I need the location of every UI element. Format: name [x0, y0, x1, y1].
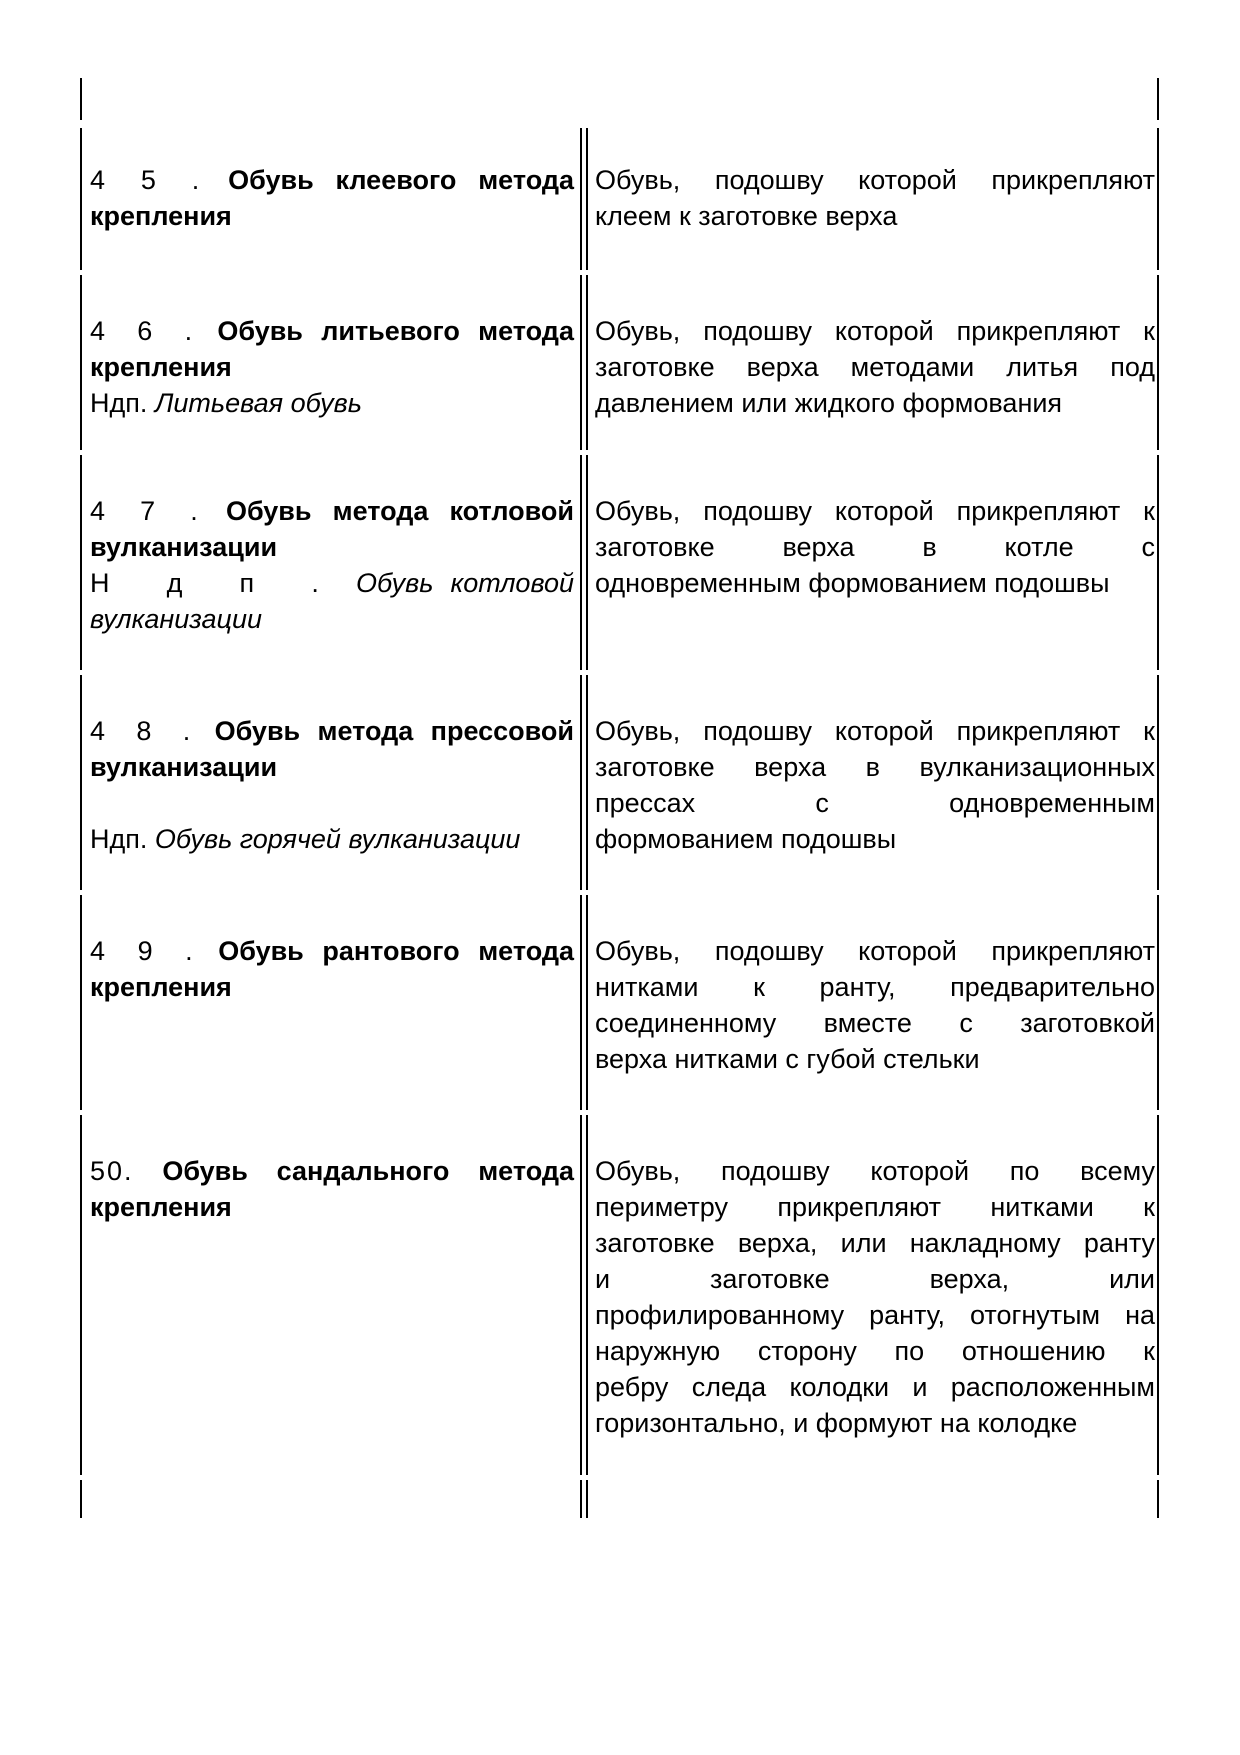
definition-line: профилированному ранту, отогнутым на — [595, 1300, 1155, 1330]
term-cell-50 — [90, 1153, 574, 1225]
term-number: 50. — [90, 1156, 134, 1186]
term-cell-48 — [90, 713, 574, 857]
term-name-continued: крепления — [90, 352, 232, 382]
definition-line: наружную сторону по отношению к — [595, 1336, 1155, 1366]
definition-line: заготовке верха, или накладному ранту — [595, 1228, 1155, 1258]
definition-cell-49 — [595, 933, 1155, 1077]
definition-line: Обувь, подошву которой прикрепляют к — [595, 716, 1155, 746]
term-name: Обувь метода котловой — [225, 496, 574, 526]
left-border — [80, 455, 82, 670]
middle-border-b — [586, 1115, 588, 1475]
term-name-continued: крепления — [90, 972, 232, 1002]
term-name: Обувь сандального метода — [162, 1156, 574, 1186]
definition-line: соединенному вместе с заготовкой — [595, 1008, 1155, 1038]
definition-line: ребру следа колодки и расположенным — [595, 1372, 1155, 1402]
term-name: Обувь метода прессовой — [214, 716, 574, 746]
definition-line: одновременным формованием подошвы — [595, 568, 1110, 598]
definition-line: и заготовке верха, или — [595, 1264, 1155, 1294]
right-border — [1157, 275, 1159, 450]
left-border — [80, 1480, 82, 1518]
middle-border-a — [580, 675, 582, 890]
definition-line: Обувь, подошву которой прикрепляют к — [595, 496, 1155, 526]
synonym-label: Ндп. — [90, 388, 148, 418]
definition-line: Обувь, подошву которой прикрепляют к — [595, 316, 1155, 346]
middle-border-a — [580, 275, 582, 450]
middle-border-b — [586, 455, 588, 670]
middle-border-a — [580, 895, 582, 1110]
definition-line: верха нитками с губой стельки — [595, 1044, 980, 1074]
definition-line: Обувь, подошву которой по всему — [595, 1156, 1155, 1186]
term-cell-47 — [90, 493, 574, 637]
definition-line: формованием подошвы — [595, 824, 897, 854]
synonym-term: Литьевая обувь — [154, 388, 362, 418]
definition-cell-48 — [595, 713, 1155, 857]
middle-border-b — [586, 895, 588, 1110]
right-border — [1157, 1115, 1159, 1475]
term-name-continued: крепления — [90, 201, 232, 231]
left-border — [80, 675, 82, 890]
definition-line: Обувь, подошву которой прикрепляют — [595, 936, 1155, 966]
term-number: 4 7 . — [90, 496, 205, 526]
definition-line: Обувь, подошву которой прикрепляют — [595, 165, 1155, 195]
right-border — [1157, 1480, 1159, 1518]
right-border — [1157, 455, 1159, 670]
left-border — [80, 895, 82, 1110]
term-name-continued: вулканизации — [90, 532, 278, 562]
definition-line: клеем к заготовке верха — [595, 201, 898, 231]
term-name: Обувь литьевого метода — [217, 316, 574, 346]
definition-line: заготовке верха в вулканизационных — [595, 752, 1155, 782]
middle-border-b — [586, 275, 588, 450]
term-name-continued: крепления — [90, 1192, 232, 1222]
middle-border-a — [580, 455, 582, 670]
middle-border-a — [580, 128, 582, 270]
definition-line: прессах с одновременным — [595, 788, 1155, 818]
term-number: 4 8 . — [90, 716, 198, 746]
definition-line: горизонтально, и формуют на колодке — [595, 1408, 1078, 1438]
definition-line: заготовке верха методами литья под — [595, 352, 1155, 382]
term-cell-45 — [90, 162, 574, 234]
definition-line: заготовке верха в котле с — [595, 532, 1155, 562]
synonym-label: Н д п . — [90, 568, 339, 598]
left-border — [80, 1115, 82, 1475]
left-border-segment — [80, 78, 82, 120]
synonym-term-continued: вулканизации — [90, 604, 262, 634]
synonym-term: Обувь котловой — [356, 568, 574, 598]
middle-border-b — [586, 128, 588, 270]
term-name: Обувь рантового метода — [218, 936, 574, 966]
definition-line: периметру прикрепляют нитками к — [595, 1192, 1155, 1222]
synonym-term: Обувь горячей вулканизации — [154, 824, 521, 854]
right-border — [1157, 675, 1159, 890]
right-border — [1157, 128, 1159, 270]
term-number: 4 9 . — [90, 936, 200, 966]
left-border — [80, 128, 82, 270]
middle-border-a — [580, 1115, 582, 1475]
term-name-continued: вулканизации — [90, 752, 278, 782]
term-cell-46 — [90, 313, 574, 421]
term-cell-49 — [90, 933, 574, 1005]
middle-border-b — [586, 675, 588, 890]
definition-line: нитками к ранту, предварительно — [595, 972, 1155, 1002]
synonym-label: Ндп. — [90, 824, 148, 854]
definition-cell-50 — [595, 1153, 1155, 1441]
definition-line: давлением или жидкого формования — [595, 388, 1063, 418]
middle-border-b — [586, 1480, 588, 1518]
left-border — [80, 275, 82, 450]
term-number: 4 5 . — [90, 165, 207, 195]
definition-cell-46 — [595, 313, 1155, 421]
middle-border-a — [580, 1480, 582, 1518]
term-number: 4 6 . — [90, 316, 200, 346]
right-border — [1157, 895, 1159, 1110]
definition-cell-45 — [595, 162, 1155, 234]
term-name: Обувь клеевого метода — [228, 165, 574, 195]
right-border-segment — [1157, 78, 1159, 120]
definition-cell-47 — [595, 493, 1155, 601]
